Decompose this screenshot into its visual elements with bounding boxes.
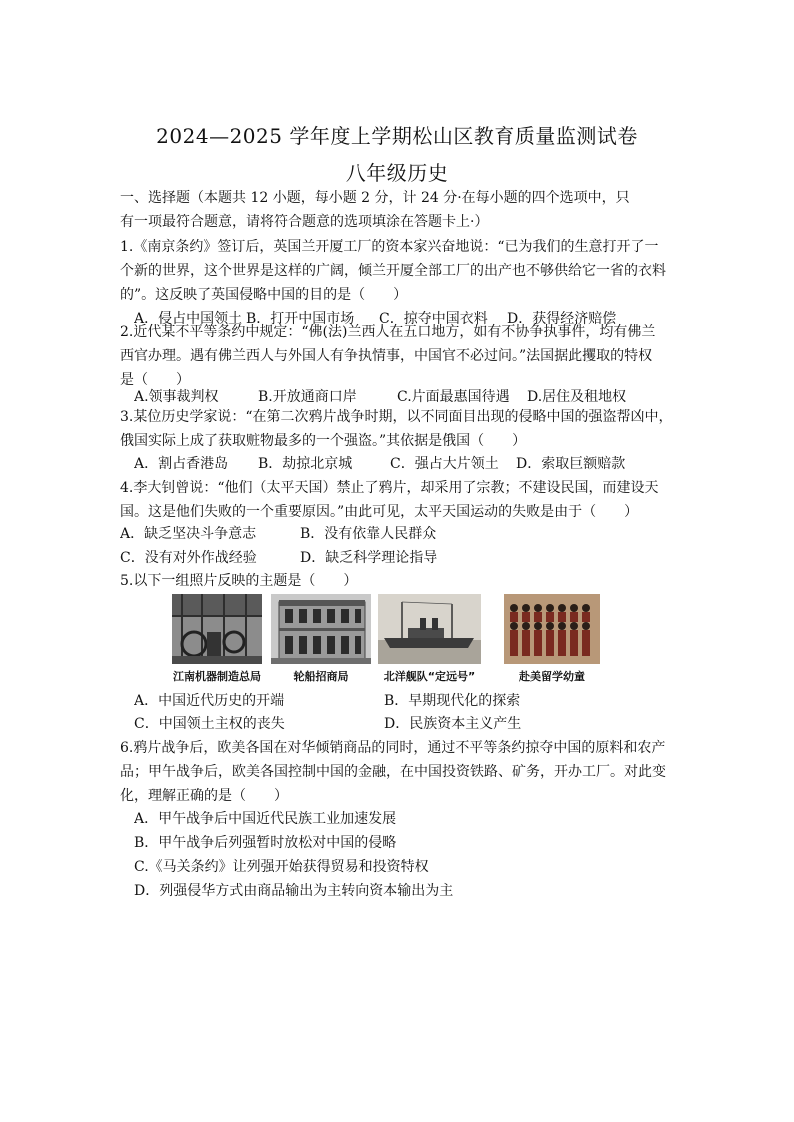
q4-option-d[interactable]: D．缺乏科学理论指导 bbox=[300, 550, 438, 566]
q5-option-c[interactable]: C．中国领土主权的丧失 bbox=[134, 716, 285, 732]
exam-subject: 八年级历史 bbox=[345, 161, 449, 185]
q3-stem-line-2: 俄国实际上成了获取赃物最多的一个强盗。”其依据是俄国（ ） bbox=[120, 433, 527, 449]
warship-photo-icon bbox=[378, 594, 481, 664]
q2-stem-line-1: 2.近代某不平等条约中规定：“佛(法)兰西人在五口地方，如有不协争执事件，均有佛兰 bbox=[120, 324, 656, 340]
q6-option-b[interactable]: B．甲午战争后列强暂时放松对中国的侵略 bbox=[134, 835, 397, 851]
q1-stem-line-1: 1.《南京条约》签订后，英国兰开厦工厂的资本家兴奋地说：“已为我们的生意打开了一 bbox=[120, 239, 659, 255]
q3-option-b[interactable]: B．劫掠北京城 bbox=[258, 456, 353, 472]
q2-stem-line-2: 西官办理。遇有佛兰西人与外国人有争执情事，中国官不必过问。”法国据此攫取的特权 bbox=[120, 348, 653, 364]
q5-options-row-2 bbox=[134, 712, 694, 736]
photo-caption: 江南机器制造总局 bbox=[173, 670, 261, 683]
q6-option-c[interactable]: C.《马关条约》让列强开始获得贸易和投资特权 bbox=[134, 859, 429, 875]
q1-option-b[interactable]: B．打开中国市场 bbox=[246, 311, 355, 327]
q3-stem-line-1: 3.某位历史学家说：“在第二次鸦片战争时期，以不同面目出现的侵略中国的强盗帮凶中， bbox=[120, 409, 673, 425]
q1-option-a[interactable]: A．侵占中国领土 bbox=[134, 311, 243, 327]
photo-dingyuan-warship bbox=[378, 594, 481, 684]
q3-option-c[interactable]: C．强占大片领土 bbox=[390, 456, 499, 472]
q2-option-a[interactable]: A.领事裁判权 bbox=[134, 389, 219, 405]
photo-caption: 赴美留学幼童 bbox=[519, 670, 585, 683]
q4-option-c[interactable]: C．没有对外作战经验 bbox=[120, 550, 257, 566]
q4-stem-line-1: 4.李大钊曾说：“他们（太平天国）禁止了鸦片，却采用了宗教；不建设民国，而建设天 bbox=[120, 480, 659, 496]
q5-option-a[interactable]: A．中国近代历史的开端 bbox=[134, 693, 285, 709]
q6-stem-line-2: 品；甲午战争后，欧美各国控制中国的金融，在中国投资铁路、矿务，开办工厂。对此变 bbox=[120, 764, 666, 780]
photo-caption: 北洋舰队“定远号” bbox=[383, 670, 476, 683]
q3-option-d[interactable]: D．索取巨额赔款 bbox=[516, 456, 626, 472]
q5-options-row-1 bbox=[134, 689, 694, 713]
q6-option-a[interactable]: A．甲午战争后中国近代民族工业加速发展 bbox=[134, 811, 397, 827]
factory-photo-icon bbox=[172, 594, 262, 664]
students-photo-icon bbox=[504, 594, 600, 664]
q2-option-b[interactable]: B.开放通商口岸 bbox=[258, 389, 357, 405]
q4-option-b[interactable]: B．没有依靠人民群众 bbox=[300, 526, 437, 542]
exam-title: 2024—2025 学年度上学期松山区教育质量监测试卷 bbox=[156, 124, 638, 148]
q6-stem-line-3: 化，理解正确的是（ ） bbox=[120, 788, 288, 804]
photo-caption: 轮船招商局 bbox=[293, 670, 349, 683]
q4-option-a[interactable]: A．缺乏坚决斗争意志 bbox=[120, 526, 257, 542]
q2-option-d[interactable]: D.居住及租地权 bbox=[527, 389, 627, 405]
photo-china-merchants bbox=[271, 594, 371, 684]
q6-stem-line-1: 6.鸦片战争后，欧美各国在对华倾销商品的同时，通过不平等条约掠夺中国的原料和农产 bbox=[120, 740, 666, 756]
q2-option-c[interactable]: C.片面最惠国待遇 bbox=[397, 389, 510, 405]
q6-option-d[interactable]: D．列强侵华方式由商品输出为主转向资本输出为主 bbox=[134, 883, 454, 899]
q1-stem-line-3: 的”。这反映了英国侵略中国的目的是（ ） bbox=[120, 287, 408, 303]
q5-option-b[interactable]: B．早期现代化的探索 bbox=[384, 693, 521, 709]
q1-stem-line-2: 个新的世界，这个世界是这样的广阔，倾兰开厦全部工厂的出产也不够供给它一省的衣料 bbox=[120, 263, 666, 279]
q5-stem: 5.以下一组照片反映的主题是（ ） bbox=[120, 573, 358, 589]
photo-jiangnan-arsenal bbox=[172, 594, 262, 684]
section-instructions-line-1: 一、选择题（本题共 12 小题，每小题 2 分，计 24 分·在每小题的四个选项中，只 bbox=[120, 190, 630, 206]
q4-options-row-2 bbox=[120, 546, 680, 570]
q2-stem-line-3: 是（ ） bbox=[120, 372, 190, 388]
q1-option-d[interactable]: D．获得经济赔偿 bbox=[507, 311, 617, 327]
building-photo-icon bbox=[271, 594, 371, 664]
q3-options bbox=[134, 452, 694, 476]
q3-option-a[interactable]: A．割占香港岛 bbox=[134, 456, 229, 472]
section-instructions-line-2: 有一项最符合题意，请将符合题意的选项填涂在答题卡上·） bbox=[120, 214, 489, 230]
q4-stem-line-2: 国。这是他们失败的一个重要原因。”由此可见，太平天国运动的失败是由于（ ） bbox=[120, 504, 639, 520]
q5-option-d[interactable]: D．民族资本主义产生 bbox=[384, 716, 522, 732]
q4-options-row-1 bbox=[120, 522, 680, 546]
q1-option-c[interactable]: C．掠夺中国衣料 bbox=[379, 311, 488, 327]
photo-students-to-us bbox=[504, 594, 600, 684]
